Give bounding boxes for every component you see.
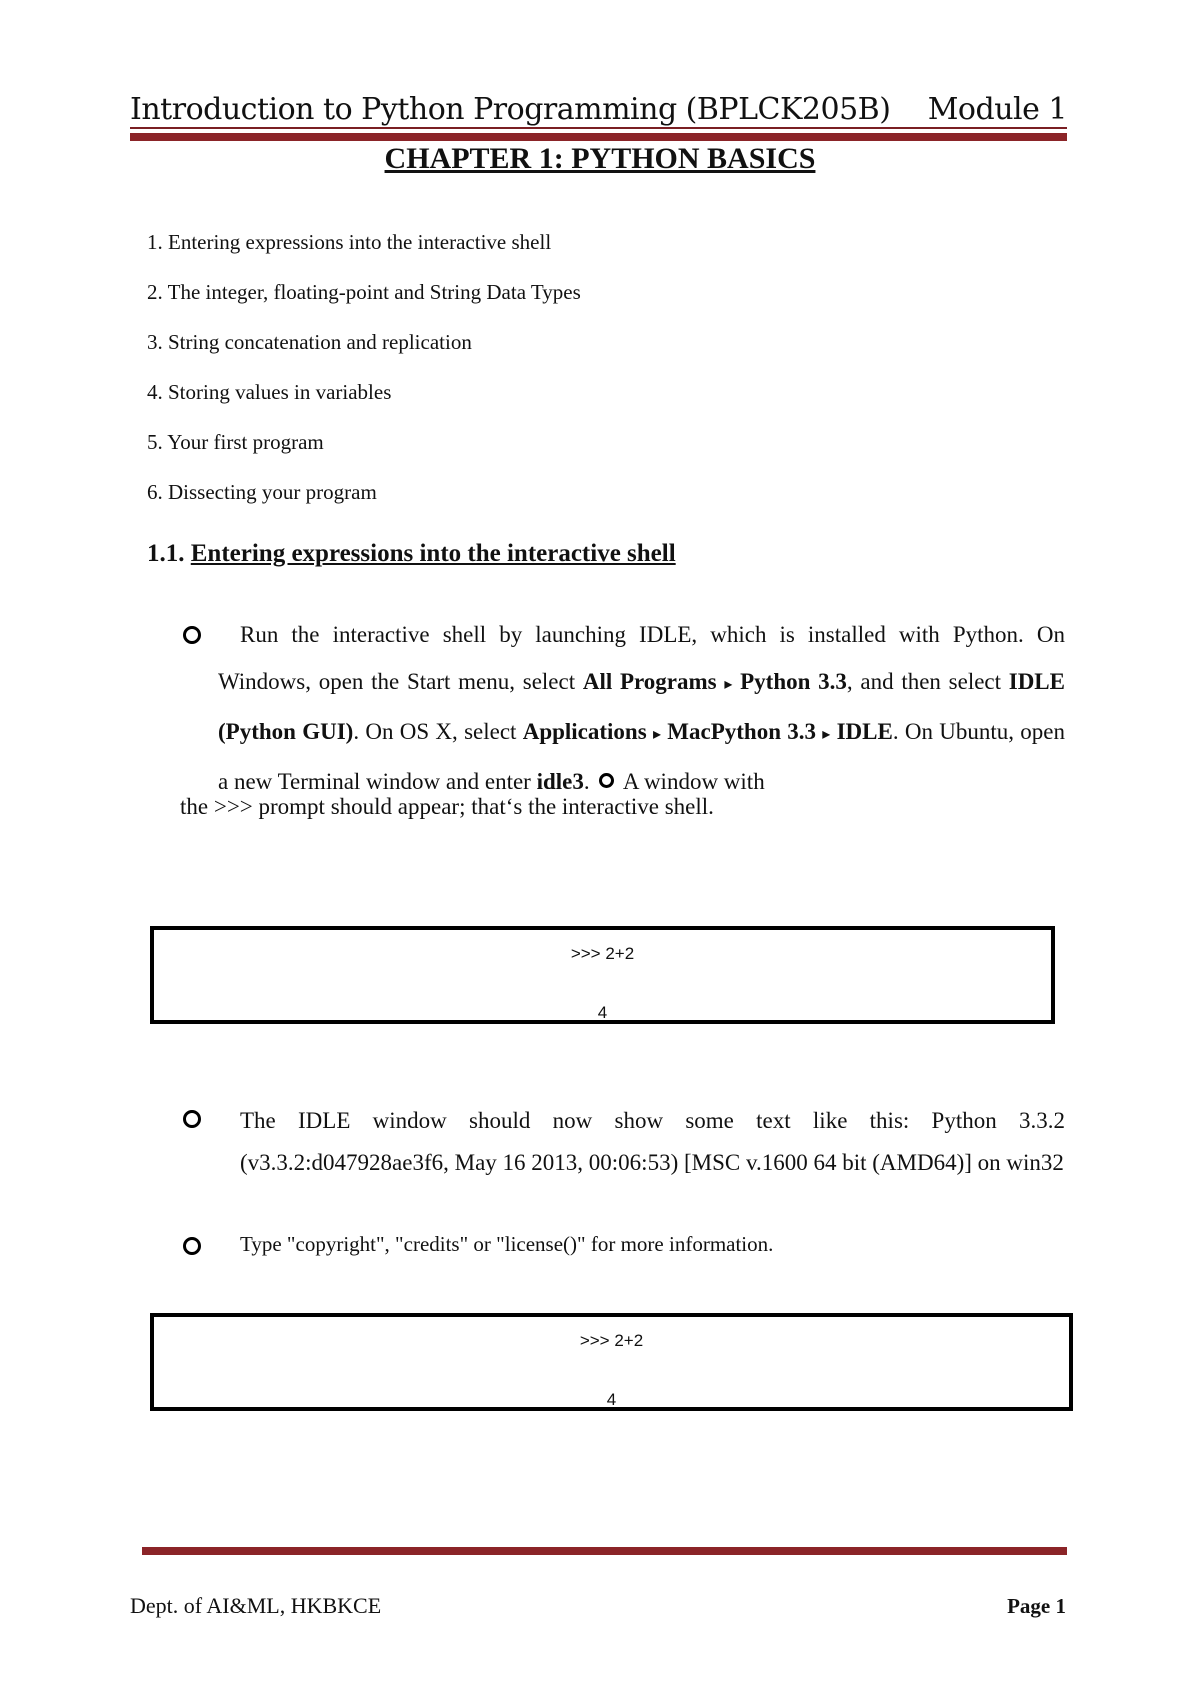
command-idle3: idle3 bbox=[536, 769, 584, 794]
section-number: 1.1. bbox=[147, 540, 185, 567]
topic-item: 5. Your first program bbox=[147, 430, 324, 454]
bullet1-text-b: , and then select bbox=[846, 669, 1009, 694]
bullet1-continuation: the >>> prompt should appear; that‘s the interactive shell. bbox=[180, 794, 714, 819]
chapter-title: CHAPTER 1: PYTHON BASICS bbox=[384, 142, 816, 175]
section-title: Entering expressions into the interactive shell bbox=[190, 540, 676, 567]
menu-path-macpython: MacPython 3.3 bbox=[667, 719, 817, 744]
bullet-paragraph-2: The IDLE window should now show some text like this: Python 3.3.2 (v3.3.2:d047928ae3f6, May 16 2013, 00:06:53) [MSC v.1600 64 bit (AMD64)] on win32 bbox=[240, 1108, 1065, 1175]
footer-rule bbox=[142, 1547, 1067, 1555]
page-number: Page 1 bbox=[1007, 1594, 1066, 1618]
topic-item: 4. Storing values in variables bbox=[147, 380, 392, 404]
menu-arrow-icon: ▸ bbox=[652, 726, 661, 743]
topic-item: 3. String concatenation and replication bbox=[147, 330, 472, 354]
bullet-circle-icon bbox=[183, 1110, 201, 1128]
menu-arrow-icon: ▸ bbox=[822, 726, 831, 743]
menu-path-python: Python 3.3 bbox=[740, 669, 847, 694]
code-box bbox=[150, 1313, 1073, 1411]
bullet1-text-a: Run the interactive shell by launching IDLE, which is installed with Python. On Windows, open the Start menu, select bbox=[218, 622, 1065, 694]
bullet1-text-f: A window with bbox=[622, 769, 765, 794]
section-heading bbox=[147, 540, 676, 568]
code-output: 4 bbox=[606, 1390, 617, 1409]
bullet-circle-icon bbox=[183, 626, 201, 644]
topic-list bbox=[147, 227, 581, 527]
bullet-circle-icon bbox=[599, 773, 614, 788]
footer-department: Dept. of AI&ML, HKBKCE bbox=[130, 1593, 382, 1618]
menu-path-idle: IDLE bbox=[836, 719, 893, 744]
code-output: 4 bbox=[597, 1003, 608, 1022]
menu-path-idle-gui: IDLE (Python GUI) bbox=[218, 669, 1065, 744]
header-title: Introduction to Python Programming (BPLCK205B) bbox=[130, 92, 891, 127]
code-box bbox=[150, 926, 1055, 1024]
header-module: Module 1 bbox=[927, 92, 1067, 127]
code-prompt: >>> 2+2 bbox=[579, 1331, 644, 1350]
bullet-paragraph-3: Type "copyright", "credits" or "license()" for more information. bbox=[240, 1232, 774, 1256]
bullet1-text-e: . bbox=[583, 769, 590, 794]
menu-path-applications: Applications bbox=[522, 719, 647, 744]
topic-item: 6. Dissecting your program bbox=[147, 480, 377, 504]
menu-arrow-icon: ▸ bbox=[724, 676, 733, 693]
menu-path-all-programs: All Programs bbox=[582, 669, 717, 694]
bullet1-text-d: . On Ubuntu, open a new Terminal window and enter bbox=[218, 719, 1066, 794]
bullet-paragraph-1 bbox=[218, 611, 1068, 805]
header-rule-thin bbox=[130, 127, 1067, 129]
topic-item: 2. The integer, floating-point and String Data Types bbox=[147, 280, 581, 304]
bullet-circle-icon bbox=[183, 1237, 201, 1255]
bullet1-text-c: . On OS X, select bbox=[353, 719, 523, 744]
header-rule-thick bbox=[130, 133, 1067, 141]
topic-item: 1. Entering expressions into the interactive shell bbox=[147, 230, 552, 254]
code-prompt: >>> 2+2 bbox=[570, 944, 635, 963]
